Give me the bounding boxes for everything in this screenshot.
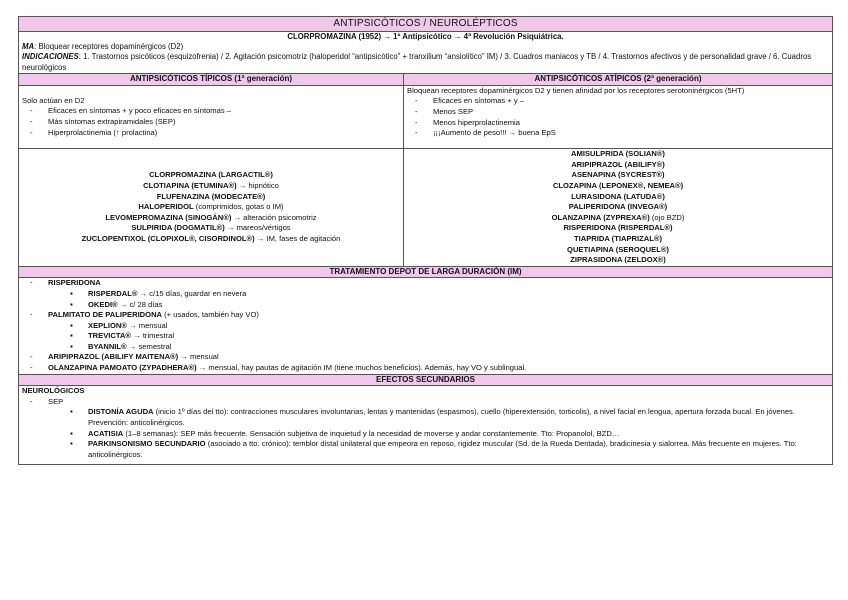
- drug-item: FLUFENAZINA (MODECATE®): [156, 191, 266, 201]
- drug-item: OLANZAPINA (ZYPREXA®) (ojo BZD): [551, 212, 685, 222]
- list-item: - Menos hiperprolactinemia: [407, 118, 829, 129]
- indications-text: : 1. Trastornos psicóticos (esquizofrenia) / 2. Agitación psicomotriz (haloperidol “antipsicótico” + tranxilium “ansiolítico” IM) / 3. Cuadros maniacos y TB / 4. Trastornos afectivos y de personalidad grave / 6. Cuadros neurológicos: [22, 52, 812, 72]
- drug-item: AMISULPRIDA (SOLIAN®): [571, 149, 665, 159]
- list-item: ▪ DISTONÍA AGUDA (inicio 1º días del tto): contracciones musculares involuntarias, lentas y mantenidas (espasmos), cuello (hiperextensión, torticolis), a nivel facial en lengua, apertura forzada bucal. En jóvenes. Prevención: anticolinérgicos.: [22, 407, 829, 428]
- drug-item: LEVOMEPROMAZINA (SINOGÁN®) → alteración psicomotriz: [105, 212, 317, 222]
- depot-section: [19, 278, 833, 374]
- list-item: - ARIPIPRAZOL (ABILIFY MAITENA®) → mensual: [22, 352, 829, 363]
- list-item: - Eficaces en síntomas + y poco eficaces en síntomas –: [22, 106, 400, 117]
- atypical-bullets: [407, 96, 829, 138]
- atypical-drug-list: [404, 149, 833, 267]
- depot-list: [22, 278, 829, 373]
- list-item: - Eficaces en síntomas + y –: [407, 96, 829, 107]
- list-item: - SEP: [22, 397, 829, 408]
- typical-header: ANTIPSICÓTICOS TÍPICOS (1ª generación): [19, 74, 404, 86]
- list-item: - OLANZAPINA PAMOATO (ZYPADHERA®) → mensual, hay pautas de agitación IM (tiene muchos beneficios). Además, hay VO y sublingual.: [22, 363, 829, 374]
- list-item: - Menos SEP: [407, 107, 829, 118]
- drug-item: CLORPROMAZINA (LARGACTIL®): [149, 170, 273, 180]
- list-item: ▪ PARKINSONISMO SECUNDARIO (asociado a tto. crónico): temblor distal unilateral que empeora en reposo, rigidez muscular (Sd. de la Rueda Dentada), bradicinesia y sialorrea. Más frecuente en mujeres. Tto: anticolinérgicos.: [22, 439, 829, 460]
- drug-item: PALIPERIDONA (INVEGA®): [568, 202, 668, 212]
- atypical-header: ANTIPSICÓTICOS ATÍPICOS (2ª generación): [404, 74, 833, 86]
- list-item: - RISPERIDONA: [22, 278, 829, 289]
- side-effects-header: EFECTOS SECUNDARIOS: [19, 374, 833, 386]
- list-item: - Hiperprolactinemia (↑ prolactina): [22, 128, 400, 139]
- atypical-lead: Bloquean receptores dopaminérgicos D2 y tienen afinidad por los receptores serotoninérgicos (5HT): [407, 85, 745, 95]
- list-item: ▪ ACATISIA (1–8 semanas): SEP más frecuente. Sensación subjetiva de inquietud y la necesidad de moverse y andar constantemente. Tto: Propanolol, BZD…: [22, 429, 829, 440]
- drug-item: CLOTIAPINA (ETUMINA®) → hipnótico: [143, 180, 279, 190]
- drug-item: ZUCLOPENTIXOL (CLOPIXOL®, CISORDINOL®) → IM, fases de agitación: [81, 233, 341, 243]
- typical-lead: Solo actúan en D2: [22, 95, 85, 105]
- drug-item: CLOZAPINA (LEPONEX®, NEMEA®): [552, 180, 684, 190]
- summary-table: [18, 16, 833, 465]
- drug-item: HALOPERIDOL (comprimidos, gotas o IM): [138, 202, 284, 212]
- intro-headline: CLORPROMAZINA (1952) → 1º Antipsicótico → 4ª Revolución Psiquiátrica.: [287, 31, 564, 41]
- document-page: [18, 16, 832, 465]
- intro-section: [19, 31, 833, 74]
- list-item: ▪ TREVICTA® → trimestral: [22, 331, 829, 342]
- drug-item: QUETIAPINA (SEROQUEL®): [567, 244, 669, 254]
- indications-line: [22, 52, 829, 73]
- typical-bullets: [22, 106, 400, 138]
- depot-header: TRATAMIENTO DEPOT DE LARGA DURACIÓN (IM): [19, 266, 833, 278]
- side-effects-section: [19, 386, 833, 465]
- drug-item: SULPIRIDA (DOGMATIL®) → mareos/vértigos: [131, 223, 291, 233]
- list-item: ▪ BYANNIL® → semestral: [22, 342, 829, 353]
- drug-item: ZIPRASIDONA (ZELDOX®): [570, 255, 666, 265]
- effects-list: [22, 397, 829, 461]
- list-item: ▪ XEPLION® → mensual: [22, 321, 829, 332]
- atypical-description: [404, 85, 833, 148]
- typical-description: [19, 85, 404, 148]
- list-item: - ¡¡¡Aumento de peso!!! → buena EpS: [407, 128, 829, 139]
- indications-label: INDICACIONES: [22, 52, 79, 62]
- drug-item: TIAPRIDA (TIAPRIZAL®): [574, 233, 662, 243]
- list-item: ▪ OKEDI® → c/ 28 días: [22, 300, 829, 311]
- list-item: - Más síntomas extrapiramidales (SEP): [22, 117, 400, 128]
- ma-label: MA: [22, 42, 35, 51]
- list-item: ▪ RISPERDAL® → c/15 días, guardar en nevera: [22, 289, 829, 300]
- drug-item: RISPERIDONA (RISPERDAL®): [563, 223, 673, 233]
- drug-item: ARIPIPRAZOL (ABILIFY®): [571, 159, 665, 169]
- mechanism-line: [22, 42, 829, 52]
- neuro-title: NEUROLÓGICOS: [22, 386, 85, 396]
- drug-item: ASENAPINA (SYCREST®): [571, 170, 665, 180]
- drug-item: LURASIDONA (LATUDA®): [571, 191, 665, 201]
- ma-text: : Bloquear receptores dopaminérgicos (D2): [34, 42, 184, 51]
- list-item: - PALMITATO DE PALIPERIDONA (+ usados, también hay VO): [22, 310, 829, 321]
- typical-drug-list: [19, 149, 404, 267]
- document-title: ANTIPSICÓTICOS / NEUROLÉPTICOS: [19, 17, 833, 32]
